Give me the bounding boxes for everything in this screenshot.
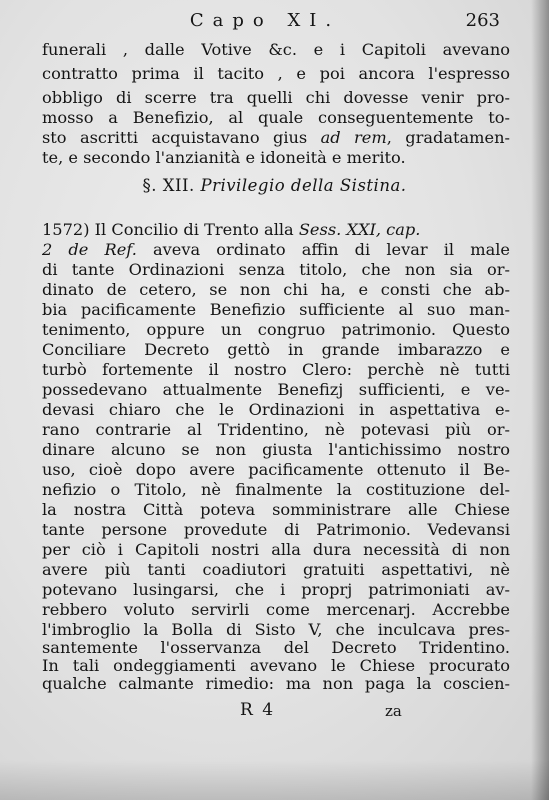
text-line: tenimento, oppure un congruo patrimonio. Questo [42,320,510,339]
text-line: santemente l'osservanza del Decreto Tridentino. [42,638,510,657]
text-line: dinare alcuno se non giusta l'antichissimo nostro [42,440,510,459]
page-number: 263 [465,10,500,31]
page-header [60,10,500,36]
section-heading [0,174,549,198]
text-line: te, e secondo l'anzianità e idoneità e merito. [42,148,406,167]
section-title: Privilegio della Sistina. [200,176,407,195]
text-line: uso, cioè dopo avere pacificamente ottenuto il Be- [42,460,510,479]
text-line: devasi chiaro che le Ordinazioni in aspettativa e- [42,400,510,419]
text-line: mosso a Benefizio, al quale conseguentemente to- [42,108,510,127]
text-line: turbò fortemente il nostro Clero: perchè nè tutti [42,360,510,379]
text-line: l'imbroglio la Bolla di Sisto V, che inculcava pres- [42,620,510,639]
page-bottom-shadow [0,760,549,800]
text-line: In tali ondeggiamenti avevano le Chiese procurato [42,656,510,675]
text-line: possedevano attualmente Benefizj sufficienti, e ve- [42,380,510,399]
text-line: di tante Ordinazioni senza titolo, che non sia or- [42,260,510,279]
signature-mark: R 4 [240,700,276,720]
text-line: tante persone provedute di Patrimonio. Vedevansi [42,520,510,539]
text-line: rano contrarie al Tridentino, nè potevasi più or- [42,420,510,439]
text-span: 1572) Il Concilio di Trento alla [42,220,299,239]
section-number: §. XII. [142,176,201,195]
text-line: potevano lusingarsi, che i proprj patrimoniati av- [42,580,510,599]
text-line: contratto prima il tacito , e poi ancora l'espresso [42,64,510,83]
text-line: obbligo di scerre tra quelli chi dovesse venir pro- [42,88,510,107]
text-line: Conciliare Decreto gettò in grande imbarazzo e [42,340,510,359]
text-line: avere più tanti coadiutori gratuiti aspettativi, nè [42,560,510,579]
text-span: aveva ordinato affin di levar il male [136,240,510,259]
text-line: per ciò i Capitoli nostri alla dura necessità di non [42,540,510,559]
text-line: rebbero voluto servirli come mercenarj. Accrebbe [42,600,510,619]
text-line: funerali , dalle Votive &c. e i Capitoli avevano [42,40,510,59]
text-line: nefizio o Titolo, nè finalmente la costituzione del- [42,480,510,499]
citation: Sess. XXI, cap. [298,220,421,239]
text-line: bia pacificamente Benefizio sufficiente al suo man- [42,300,510,319]
text-line: dinato de cetero, se non chi ha, e consti che ab- [42,280,510,299]
text-span: , gradatamen- [386,128,510,147]
text-span: sto ascritti acquistavano gius [42,128,321,147]
text-line: la nostra Città poteva somministrare alle Chiese [42,500,510,519]
latin-phrase: ad rem [320,128,387,147]
text-line: qualche calmante rimedio: ma non paga la coscien- [42,674,510,693]
catchword: za [385,702,402,720]
citation: 2 de Ref. [42,240,137,259]
page-edge-shadow [531,0,549,800]
running-title: Capo XI. [189,10,341,31]
